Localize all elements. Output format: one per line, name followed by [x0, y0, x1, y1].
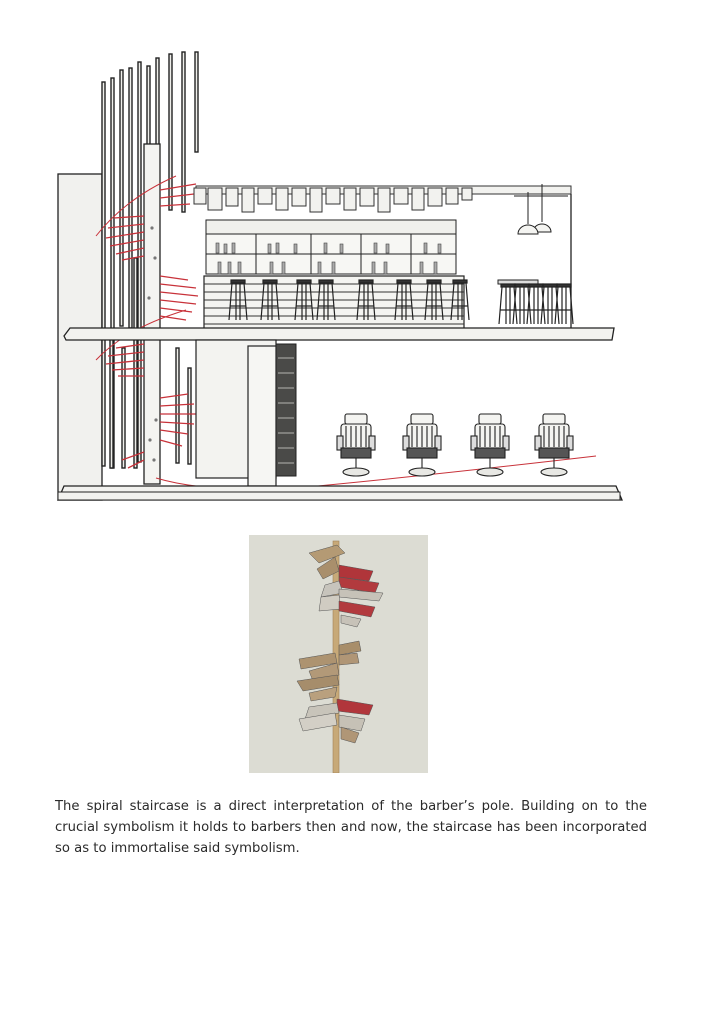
spiral-staircase-model-photo	[249, 535, 428, 773]
caption-text: The spiral staircase is a direct interpretation of the barber’s pole. Building on to the crucial symbolism it holds to barbers then and now, the staircase has been incorporated so as to immortalise said symbolism.	[55, 799, 647, 856]
section-drawing	[56, 48, 628, 508]
